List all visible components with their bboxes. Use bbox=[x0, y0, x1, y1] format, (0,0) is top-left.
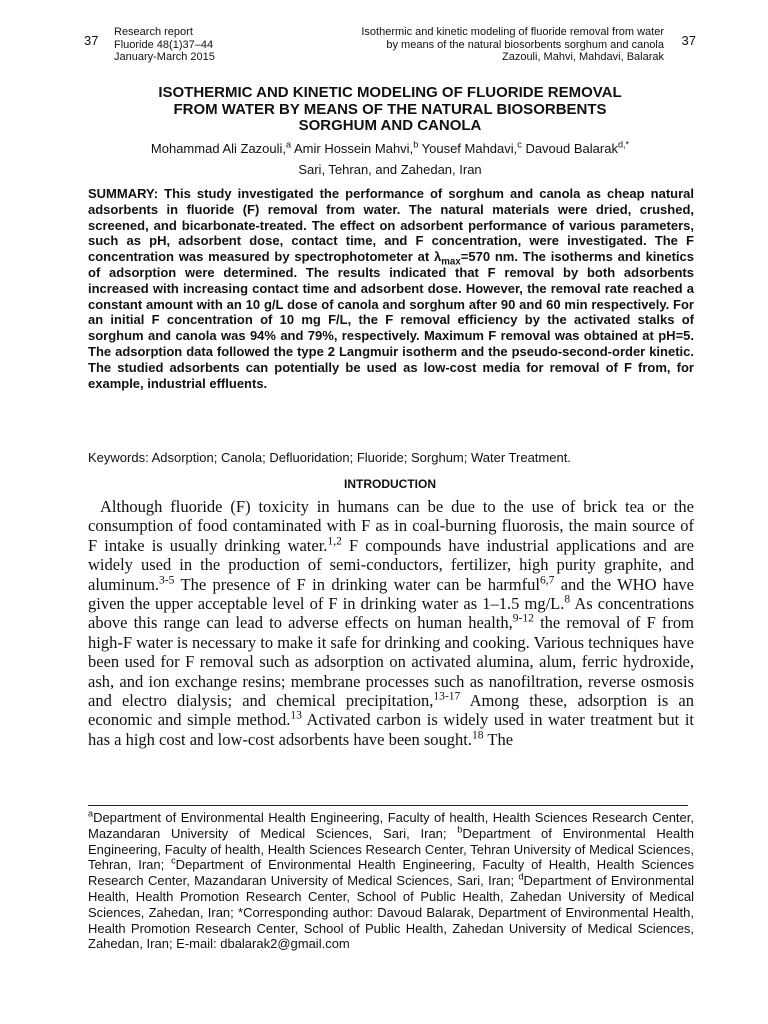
body-text-run: the removal of F from high-F water is necessary to make it safe for drinking and cooking. Various techniques have been used for F removal such as adsorption on activated alumina, alum, ferric hydroxide, ash, and ion exchange resins; membrane processes such as nanofiltration, reverse osmosis and electro dialysis; and chemical precipitation, bbox=[88, 613, 694, 711]
body-text-run: The presence of F in drinking water can be harmful bbox=[174, 574, 540, 594]
title-line-1: ISOTHERMIC AND KINETIC MODELING OF FLUORIDE REMOVAL bbox=[158, 84, 622, 101]
body-text-run: Activated carbon is widely used in water treatment but it has a high cost and low-cost adsorbents have been sought. bbox=[88, 710, 695, 749]
affiliation-mark: a bbox=[88, 808, 94, 819]
summary-text: =570 nm. The isotherms and kinetics of adsorption were determined. The results indicated that F removal by both adsorbents increased with increasing contact time and adsorbent dose. However, the removal rate reached a constant amount with an 10 g/L dose of canola and sorghum after 90 and 60 min respectively. For an initial F concentration of 10 mg F/L, the F removal efficiency by the activated stalks of sorghum and canola was 94% and 79%, respectively. Maximum F removal was obtained at pH=5. The adsorption data followed the type 2 Langmuir isotherm and the pseudo-second-order kinetic. The studied adsorbents can potentially be used as low-cost media for removal of F from, for example, industrial effluents. bbox=[88, 249, 694, 391]
running-authors: Zazouli, Mahvi, Mahdavi, Balarak bbox=[501, 51, 664, 63]
citation-ref: 9-12 bbox=[512, 612, 534, 625]
citation-ref: 8 bbox=[564, 593, 571, 606]
body-text-run: Among these, adsorption is an economic and simple method. bbox=[88, 691, 694, 730]
keywords: Keywords: Adsorption; Canola; Defluoridation; Fluoride; Sorghum; Water Treatment. bbox=[88, 450, 571, 465]
body-text-run: F compounds have industrial applications and are widely used in the production of semi-conductors, fertilizer, high purity graphite, and aluminum. bbox=[88, 535, 694, 594]
title-line-2: FROM WATER BY MEANS OF THE NATURAL BIOSORBENTS bbox=[173, 100, 607, 118]
lambda-subscript: max bbox=[441, 256, 461, 268]
citation-ref: 1,2 bbox=[327, 535, 342, 548]
lambda-symbol: λ bbox=[434, 249, 442, 265]
section-heading-introduction: INTRODUCTION bbox=[344, 477, 436, 491]
author-locations: Sari, Tehran, and Zahedan, Iran bbox=[298, 162, 482, 177]
author-name: Davoud Balarak bbox=[521, 141, 618, 156]
citation-ref: 13-17 bbox=[433, 690, 461, 703]
body-text-run: and the WHO have given the upper acceptable level of F in drinking water as 1–1.5 mg/L. bbox=[88, 574, 694, 614]
page-number-right: 37 bbox=[681, 33, 696, 48]
footnote-divider bbox=[88, 805, 688, 806]
report-type: Research report bbox=[114, 26, 193, 38]
affiliation-text: Department of Environmental Health, Health Promotion Research Center, School of Public Health, Zahedan University of Medical Sciences, Zahedan, Iran; *Corresponding author: Davoud Balarak, Department of Environmental Health, Health Promotion Research Center, School of Public Health, Zahedan University of Medical Sciences, Zahedan, Iran; E-mail: dbalarak2@gmail.com bbox=[88, 873, 694, 952]
running-title bbox=[361, 26, 664, 64]
body-text-run: The bbox=[483, 729, 514, 749]
running-header bbox=[84, 26, 696, 70]
footnote-affiliations bbox=[88, 810, 694, 952]
author-name: Yousef Mahdavi, bbox=[418, 141, 518, 156]
affiliation-mark: a bbox=[286, 139, 292, 150]
affiliation-mark: d,* bbox=[617, 139, 630, 150]
title-line-3: SORGHUM AND CANOLA bbox=[298, 117, 482, 134]
summary-text: SUMMARY: This study investigated the performance of sorghum and canola as cheap natural adsorbents in fluoride (F) removal from water. The natural materials were dried, crushed, screened, and bicarbonate-treated. The effect on adsorbent performance of various parameters, such as pH, adsorbent dose, contact time, and F concentration, were investigated. The F concentration was measured by spectrophotometer at bbox=[88, 186, 694, 265]
affiliation-mark: b bbox=[457, 824, 463, 835]
summary-abstract bbox=[88, 186, 694, 391]
affiliation-text: Department of Environmental Health Engineering, Faculty of health, Health Sciences Research Center, Mazandaran University of Medical Sciences, Sari, Iran; bbox=[88, 810, 694, 841]
citation-ref: 13 bbox=[290, 709, 302, 722]
running-title-line-2: by means of the natural biosorbents sorghum and canola bbox=[386, 38, 664, 51]
body-text-run: As concentrations above this range can lead to adverse effects on human health, bbox=[88, 594, 694, 633]
page-number-left: 37 bbox=[84, 33, 99, 48]
journal-info bbox=[114, 26, 215, 64]
affiliation-mark: b bbox=[413, 139, 419, 150]
running-title-line-1: Isothermic and kinetic modeling of fluoride removal from water bbox=[361, 26, 664, 38]
affiliation-mark: d bbox=[518, 871, 524, 882]
citation-ref: 3-5 bbox=[159, 574, 175, 587]
introduction-paragraph bbox=[88, 497, 694, 749]
author-name: Amir Hossein Mahvi, bbox=[291, 141, 414, 156]
article-title bbox=[84, 85, 696, 135]
issue-date: January-March 2015 bbox=[114, 51, 215, 63]
affiliation-text: Department of Environmental Health Engineering, Faculty of health, Health Sciences Research Center, Tehran University of Medical Sciences, Tehran, Iran; bbox=[88, 825, 694, 873]
body-text-run: Although fluoride (F) toxicity in humans can be due to the use of brick tea or the consumption of food contaminated with F as in coal-burning fluorosis, the main source of F intake is usually drinking water. bbox=[88, 497, 694, 555]
author-name: Mohammad Ali Zazouli, bbox=[150, 141, 287, 156]
affiliation-mark: c bbox=[171, 856, 176, 867]
citation-ref: 6,7 bbox=[539, 574, 555, 587]
author-list bbox=[84, 141, 696, 156]
citation-ref: 18 bbox=[472, 729, 484, 742]
introduction-body bbox=[88, 497, 694, 749]
affiliation-mark: c bbox=[517, 139, 522, 150]
journal-citation: Fluoride 48(1)37–44 bbox=[114, 38, 214, 51]
affiliation-text: Department of Environmental Health Engineering, Faculty of Health, Health Sciences Research Center, Mazandaran University of Medical Sciences, Sari, Iran; bbox=[88, 857, 694, 889]
